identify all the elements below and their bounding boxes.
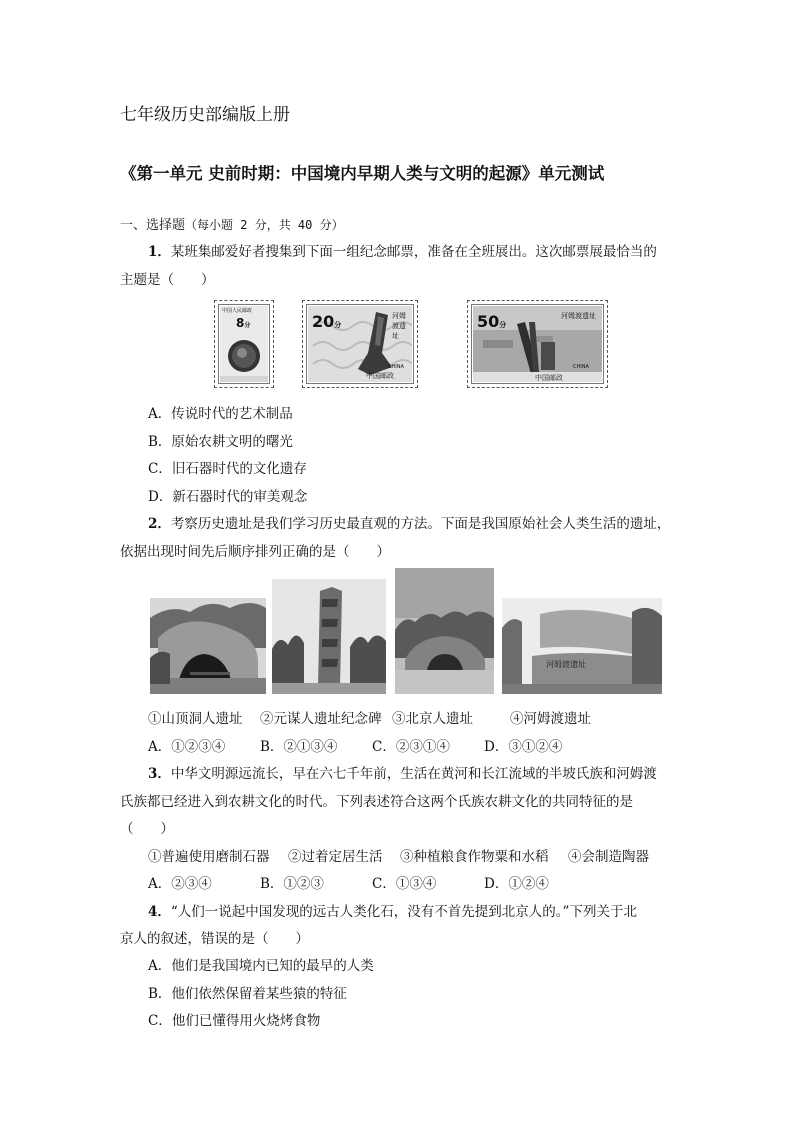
- q4-option-a[interactable]: A．他们是我国境内已知的最早的人类: [148, 958, 374, 974]
- q3-item-2: ②过着定居生活: [288, 849, 383, 865]
- caption-4: ④河姆渡遗址: [510, 711, 591, 727]
- q3-option-c[interactable]: C．①③④: [372, 876, 437, 892]
- q3-option-a[interactable]: A．②③④: [148, 876, 212, 892]
- question-number: 1．: [148, 244, 171, 260]
- stamp-2-value: 20分: [312, 312, 342, 331]
- photo-hemudu-site: [502, 598, 662, 694]
- stamp-2-country: CHINA: [388, 364, 404, 370]
- question-3-line2: 氏族都已经进入到农耕文化的时代。下列表述符合这两个氏族农耕文化的共同特征的是: [120, 794, 633, 810]
- q2-option-c[interactable]: C．②③①④: [372, 739, 450, 755]
- stamp-2-site: 河姆渡遗址: [392, 312, 406, 340]
- question-text: “人们一说起中国发现的远古人类化石，没有不首先提到北京人的。”下列关于北: [170, 904, 637, 920]
- q4-option-b[interactable]: B．他们依然保留着某些猿的特征: [148, 986, 347, 1002]
- q1-option-a[interactable]: A．传说时代的艺术制品: [148, 406, 293, 422]
- question-2-line2: 依据出现时间先后顺序排列正确的是（ ）: [120, 544, 390, 560]
- section-note: （每小题 2 分，共 40 分）: [185, 218, 344, 232]
- q4-option-c[interactable]: C．他们已懂得用火烧烤食物: [148, 1013, 321, 1029]
- q3-option-b[interactable]: B．①②③: [260, 876, 324, 892]
- q1-option-c[interactable]: C．旧石器时代的文化遗存: [148, 461, 307, 477]
- question-number: 2．: [148, 516, 171, 532]
- question-1-line1: [148, 240, 657, 260]
- caption-1: ①山顶洞人遗址: [148, 711, 243, 727]
- q2-option-d[interactable]: D．③①②④: [484, 739, 563, 755]
- caption-2: ②元谋人遗址纪念碑: [260, 711, 382, 727]
- question-3-line1: [148, 762, 657, 782]
- q3-item-3: ③种植粮食作物粟和水稻: [400, 849, 549, 865]
- stamp-3-country: CHINA: [573, 364, 589, 370]
- stamp-2-image: [302, 300, 418, 388]
- q2-option-b[interactable]: B．②①③④: [260, 739, 338, 755]
- unit-test-title: 《第一单元 史前时期：中国境内早期人类与文明的起源》单元测试: [120, 164, 605, 183]
- question-number: 4．: [148, 904, 171, 920]
- question-3-line3: （ ）: [120, 821, 174, 837]
- q3-option-d[interactable]: D．①②④: [484, 876, 549, 892]
- question-text: 某班集邮爱好者搜集到下面一组纪念邮票，准备在全班展出。这次邮票展最恰当的: [170, 244, 657, 260]
- q3-item-4: ④会制造陶器: [568, 849, 649, 865]
- stamp-1-value: 8分: [236, 316, 251, 330]
- q2-option-a[interactable]: A．①②③④: [148, 739, 226, 755]
- stamp-3-image: [467, 300, 608, 388]
- question-number: 3．: [148, 766, 171, 782]
- section-header: [120, 214, 344, 233]
- question-text: 考察历史遗址是我们学习历史最直观的方法。下面是我国原始社会人类生活的遗址，: [170, 516, 671, 532]
- stamp-1-image: [214, 300, 274, 388]
- stamp-3-post: 中国邮政: [535, 374, 563, 382]
- page-title: 七年级历史部编版上册: [120, 105, 290, 125]
- question-4-line1: [148, 900, 637, 920]
- caption-3: ③北京人遗址: [392, 711, 473, 727]
- q1-option-b[interactable]: B．原始农耕文明的曙光: [148, 434, 293, 450]
- q1-option-d[interactable]: D．新石器时代的审美观念: [148, 489, 308, 505]
- stamp-2-post: 中国邮政: [366, 372, 394, 380]
- photo-peking-man-site: [395, 568, 494, 694]
- section-label: 一、选择题: [120, 218, 186, 233]
- q3-item-1: ①普遍使用磨制石器: [148, 849, 270, 865]
- question-text: 中华文明源远流长，早在六七千年前，生活在黄河和长江流域的半坡氏族和河姆渡: [170, 766, 657, 782]
- stamp-3-value: 50分: [477, 312, 507, 331]
- question-1-line2: 主题是（ ）: [120, 272, 215, 288]
- photo-yuanmou-monument: [272, 579, 386, 694]
- question-2-line1: [148, 512, 670, 532]
- stamp-3-site: 河姆渡遗址: [561, 312, 596, 320]
- photo-4-inscription: 河姆渡遗址: [546, 660, 586, 669]
- question-4-line2: 京人的叙述，错误的是（ ）: [120, 931, 309, 947]
- photo-shandingdong-cave: [150, 598, 266, 694]
- stamp-1-header: 中国人民邮政: [222, 308, 253, 314]
